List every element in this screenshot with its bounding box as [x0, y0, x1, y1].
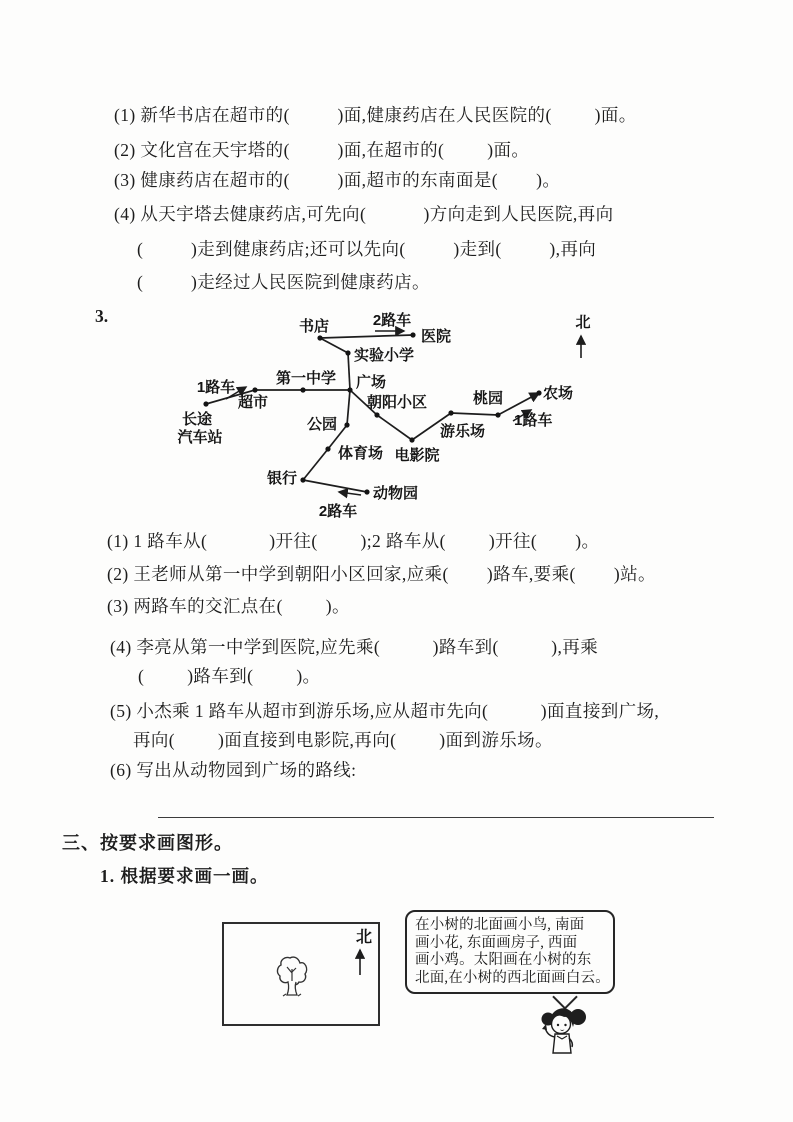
- map-label-bookstore: 书店: [298, 318, 330, 335]
- map-label-bank: 银行: [266, 470, 297, 487]
- sub-question-2: (2) 王老师从第一中学到朝阳小区回家,应乘( )路车,要乘( )站。: [107, 564, 656, 584]
- question-line-4b: ( )走到健康药店;还可以先向( )走到( ),再向: [137, 239, 597, 259]
- box-compass-label: 北: [355, 929, 372, 946]
- bubble-text-line: 画小花, 东面画房子, 西面: [415, 934, 578, 951]
- section-three-item-1: 1. 根据要求画一画。: [100, 866, 269, 886]
- map-label-park: 公园: [306, 416, 337, 433]
- map-label-funfair: 游乐场: [440, 423, 486, 440]
- map-label-stadium: 体育场: [338, 445, 384, 462]
- map-label-bus2-bottom: 2路车: [318, 503, 358, 520]
- map-compass-label: 北: [575, 314, 591, 331]
- question-line-1: (1) 新华书店在超市的( )面,健康药店在人民医院的( )面。: [114, 105, 637, 125]
- bubble-text-line: 画小鸡。太阳画在小树的东: [415, 952, 592, 969]
- map-label-bus1-left: 1路车: [196, 379, 236, 396]
- tree-illustration: [274, 955, 310, 999]
- question-line-4: (4) 从天宇塔去健康药店,可先向( )方向走到人民医院,再向: [114, 204, 614, 224]
- map-compass: [575, 314, 590, 358]
- drawing-box: [222, 922, 380, 1026]
- sub-question-3: (3) 两路车的交汇点在( )。: [107, 596, 350, 616]
- map-label-bus1-right: 1路车: [514, 412, 553, 429]
- answer-blank-line: [158, 817, 714, 818]
- question-3-number: 3.: [95, 306, 109, 326]
- sub-question-4: (4) 李亮从第一中学到医院,应先乘( )路车到( ),再乘: [110, 637, 599, 657]
- map-label-hospital: 医院: [421, 328, 452, 345]
- sub-question-5b: 再向( )面直接到电影院,再向( )面到游乐场。: [133, 730, 553, 750]
- instruction-speech-bubble: [405, 910, 615, 994]
- bus-route-map: [140, 300, 620, 530]
- map-label-exp-school: 实验小学: [354, 347, 415, 364]
- map-label-coach-station-2: 汽车站: [177, 429, 223, 446]
- question-line-4c: ( )走经过人民医院到健康药店。: [137, 272, 430, 292]
- bubble-text-line: 在小树的北面画小鸟, 南面: [415, 917, 585, 933]
- map-label-chaoyang: 朝阳小区: [367, 394, 428, 411]
- question-line-3: (3) 健康药店在超市的( )面,超市的东南面是( )。: [114, 170, 561, 190]
- sub-question-5: (5) 小杰乘 1 路车从超市到游乐场,应从超市先向( )面直接到广场,: [110, 701, 660, 721]
- question-line-2: (2) 文化宫在天宇塔的( )面,在超市的( )面。: [114, 140, 530, 160]
- section-three-heading: 三、按要求画图形。: [62, 833, 233, 853]
- box-north-arrow: [354, 944, 366, 978]
- map-label-coach-station-1: 长途: [181, 411, 213, 428]
- map-label-plaza: 广场: [356, 374, 387, 391]
- girl-illustration: [538, 1003, 588, 1059]
- map-label-peach-garden: 桃园: [472, 390, 504, 407]
- bubble-text-line: 北面,在小树的西北面画白云。: [415, 970, 610, 987]
- map-label-bus2-top: 2路车: [372, 312, 412, 329]
- sub-question-1: (1) 1 路车从( )开往( );2 路车从( )开往( )。: [107, 531, 600, 551]
- map-label-farm: 农场: [543, 385, 574, 402]
- sub-question-6: (6) 写出从动物园到广场的路线:: [110, 760, 357, 780]
- map-label-supermarket: 超市: [238, 394, 269, 411]
- sub-question-4b: ( )路车到( )。: [138, 666, 321, 686]
- map-label-zoo: 动物园: [373, 485, 419, 502]
- map-label-no1-school: 第一中学: [275, 370, 337, 387]
- map-label-cinema: 电影院: [394, 447, 440, 464]
